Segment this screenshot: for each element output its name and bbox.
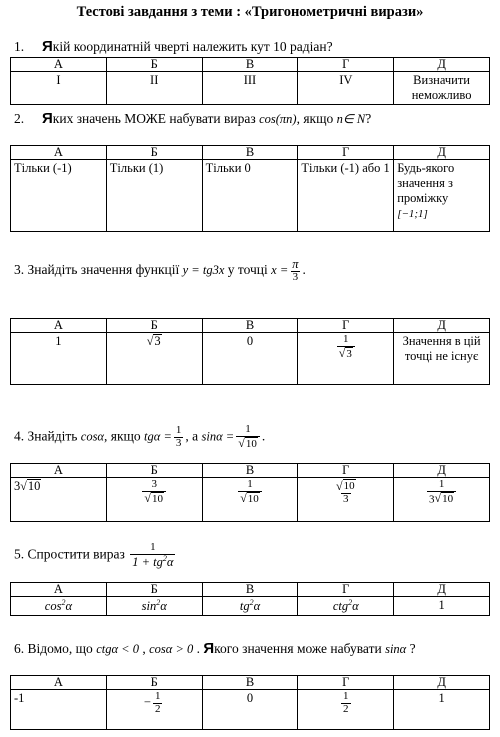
fraction [236, 424, 260, 451]
question-3: 3. Знайдіть значення функції y = tg3x у точці x = $\frac{\pi}{3}$ . [14, 257, 306, 284]
question-text: , якщо [296, 111, 337, 126]
answer-d: Визначити неможливо [394, 72, 490, 105]
denominator: 3 [343, 493, 349, 506]
answer-a: $\cos^2\alpha$ [11, 597, 107, 616]
answer-d: 1 [394, 690, 490, 730]
question-text: Спростити вираз [27, 546, 129, 562]
cos-expression: cosα [80, 429, 104, 444]
function-expression: y = tg3x [182, 262, 225, 277]
denominator: 3 √ 10 [427, 491, 456, 506]
denominator-text: 1 + tg [132, 554, 163, 569]
header-v: В [202, 319, 298, 333]
answer-d [394, 478, 490, 522]
numerator: 1 [247, 478, 253, 490]
header-d: Д [394, 146, 490, 160]
header-a: А [11, 464, 107, 478]
answer-a: І [11, 72, 107, 105]
header-a: А [11, 583, 107, 597]
header-v: В [202, 583, 298, 597]
denominator: √ 10 [142, 491, 166, 506]
header-g: Г [298, 58, 394, 72]
question-text: ? [365, 111, 372, 126]
header-d: Д [394, 319, 490, 333]
fraction [174, 425, 184, 449]
answer-a: 1 [11, 333, 107, 385]
fraction [427, 479, 456, 506]
numerator: 1 [343, 690, 349, 702]
answer-a: -1 [11, 690, 107, 730]
question-text: Відомо, що [27, 641, 97, 656]
header-d: Д [394, 464, 490, 478]
denominator: √ 3 [337, 346, 355, 361]
minus-sign: − [143, 694, 151, 709]
header-a: А [11, 146, 107, 160]
answer-d-text: Будь-якого значення з проміжку [397, 161, 455, 205]
header-g: Г [298, 319, 394, 333]
cos-expression: cos(πn) [259, 112, 297, 126]
header-v: В [202, 676, 298, 690]
numerator: 1 [343, 333, 349, 345]
numerator: √ 10 [335, 478, 355, 493]
answer-v: ІІІ [202, 72, 298, 105]
fraction [290, 258, 300, 284]
answers-table-4 [10, 463, 490, 522]
answer-d: 1 [394, 597, 490, 616]
question-text: ? [406, 641, 416, 656]
answer-b [106, 333, 202, 385]
numerator: 1 [245, 423, 251, 435]
radicand: 3 [154, 334, 161, 349]
numerator: 1 [150, 541, 156, 553]
answer-v: $tg^2\alpha$ [202, 597, 298, 616]
question-text: Знайдіть [27, 428, 81, 444]
sin-expression: sinα = [201, 429, 235, 444]
header-v: В [202, 58, 298, 72]
header-g: Г [298, 146, 394, 160]
answer-v [202, 478, 298, 522]
denominator: 2 [154, 702, 161, 715]
answer-g [298, 690, 394, 730]
answers-table-3 [10, 318, 490, 385]
question-text: кого значення може набувати [214, 641, 386, 656]
answer-a [11, 478, 107, 522]
denominator: √ 10 [238, 491, 262, 506]
numerator: 3 [151, 478, 157, 490]
radicand: 10 [27, 479, 41, 494]
radicand: 3 [346, 347, 352, 360]
answer-b: $\sin^2\alpha$ [106, 597, 202, 616]
condition-2: cosα > 0 [149, 642, 194, 656]
answer-v: 0 [202, 690, 298, 730]
question-number: 1. [14, 39, 25, 54]
denominator: 3 [292, 271, 299, 284]
answer-b: ІІ [106, 72, 202, 105]
header-b: Б [106, 146, 202, 160]
answer-b: Тільки (1) [106, 160, 202, 232]
question-text: кій координатній чверті належить кут 10 радіан? [52, 39, 333, 54]
header-b: Б [106, 58, 202, 72]
question-2 [14, 110, 371, 127]
question-text: у точці [224, 261, 272, 277]
header-v: В [202, 464, 298, 478]
page-title: Тестові завдання з теми : «Тригонометричні вирази» [76, 4, 424, 20]
header-a: А [11, 58, 107, 72]
denominator: √ 10 [236, 436, 260, 451]
question-1 [14, 38, 333, 55]
answer-g [298, 333, 394, 385]
question-number: 2. [14, 111, 25, 126]
answers-table-6 [10, 675, 490, 730]
header-g: Г [298, 676, 394, 690]
separator: , [138, 641, 150, 656]
header-a: А [11, 676, 107, 690]
radicand: 10 [245, 437, 257, 450]
condition-1: ctgα < 0 [96, 642, 139, 656]
question-capital: Я [42, 110, 53, 127]
header-g: Г [298, 583, 394, 597]
answers-table-1 [10, 57, 490, 105]
answer-v: Тільки 0 [202, 160, 298, 232]
coefficient: 3 [429, 493, 435, 506]
radicand: 10 [247, 492, 259, 505]
answer-b [106, 478, 202, 522]
header-v: В [202, 146, 298, 160]
question-text: Знайдіть значення функції [27, 261, 183, 277]
question-number: 6. [14, 641, 25, 656]
question-5 [14, 542, 177, 569]
answer-g: ctg$^2$α [298, 597, 394, 616]
sqrt: √ 10 [20, 479, 41, 494]
question-capital: Я [203, 640, 215, 657]
header-g: Г [298, 464, 394, 478]
header-a: А [11, 319, 107, 333]
denominator: $1 + tg^2\alpha$ [132, 553, 174, 569]
sin-expression: sinα [385, 642, 407, 656]
fraction [341, 691, 351, 715]
fraction [142, 479, 166, 506]
question-capital: Я [42, 38, 53, 55]
answer-b [106, 690, 202, 730]
header-b: Б [106, 676, 202, 690]
sqrt: √ 3 [146, 334, 161, 349]
answer-a: Тільки (-1) [11, 160, 107, 232]
fraction [334, 479, 358, 506]
answer-g [298, 478, 394, 522]
question-text: , якщо [104, 428, 145, 444]
answer-g: ІV [298, 72, 394, 105]
answer-text: tg [239, 599, 250, 614]
fraction [130, 542, 175, 569]
answer-v: 0 [202, 333, 298, 385]
tg-expression: tgα = [144, 429, 172, 444]
question-number: 3. [14, 261, 25, 277]
question-number: 5. [14, 546, 25, 562]
separator: . [193, 641, 204, 656]
radicand: 10 [151, 492, 163, 505]
radicand: 10 [442, 492, 454, 505]
answer-g: Тільки (-1) або 1 [298, 160, 394, 232]
header-d: Д [394, 58, 490, 72]
answer-text: sin [141, 599, 157, 614]
answers-table-2 [10, 145, 490, 232]
question-text: , а [185, 428, 202, 444]
denominator: 2 [343, 702, 349, 715]
header-b: Б [106, 583, 202, 597]
numerator: π [292, 257, 299, 271]
question-4: 4. Знайдіть cosα, якщо tgα = $\frac{1}{3}$ , а sinα = 1 √ 10 . [14, 423, 266, 451]
condition-expression: n∈ N [336, 112, 366, 126]
radicand: 10 [343, 480, 355, 492]
question-6 [14, 640, 416, 657]
question-text: ких значень МОЖЕ набувати вираз [52, 111, 260, 126]
numerator: 1 [438, 478, 445, 490]
fraction [153, 691, 163, 715]
answer-d [394, 160, 490, 232]
header-b: Б [106, 319, 202, 333]
x-equals: x = [271, 262, 289, 277]
answer-text: ctg [332, 599, 349, 614]
fraction [238, 479, 262, 506]
answer-d: Значення в цій точці не існує [394, 333, 490, 385]
header-d: Д [394, 676, 490, 690]
numerator: 1 [175, 424, 182, 437]
denominator: 3 [175, 436, 182, 449]
question-number: 4. [14, 428, 25, 444]
fraction [337, 334, 355, 361]
interval: [−1;1] [397, 208, 428, 220]
header-b: Б [106, 464, 202, 478]
answers-table-5 [10, 582, 490, 616]
coefficient: 3 [14, 479, 21, 493]
header-d: Д [394, 583, 490, 597]
answer-text: cos [44, 599, 62, 614]
numerator: 1 [154, 690, 161, 702]
